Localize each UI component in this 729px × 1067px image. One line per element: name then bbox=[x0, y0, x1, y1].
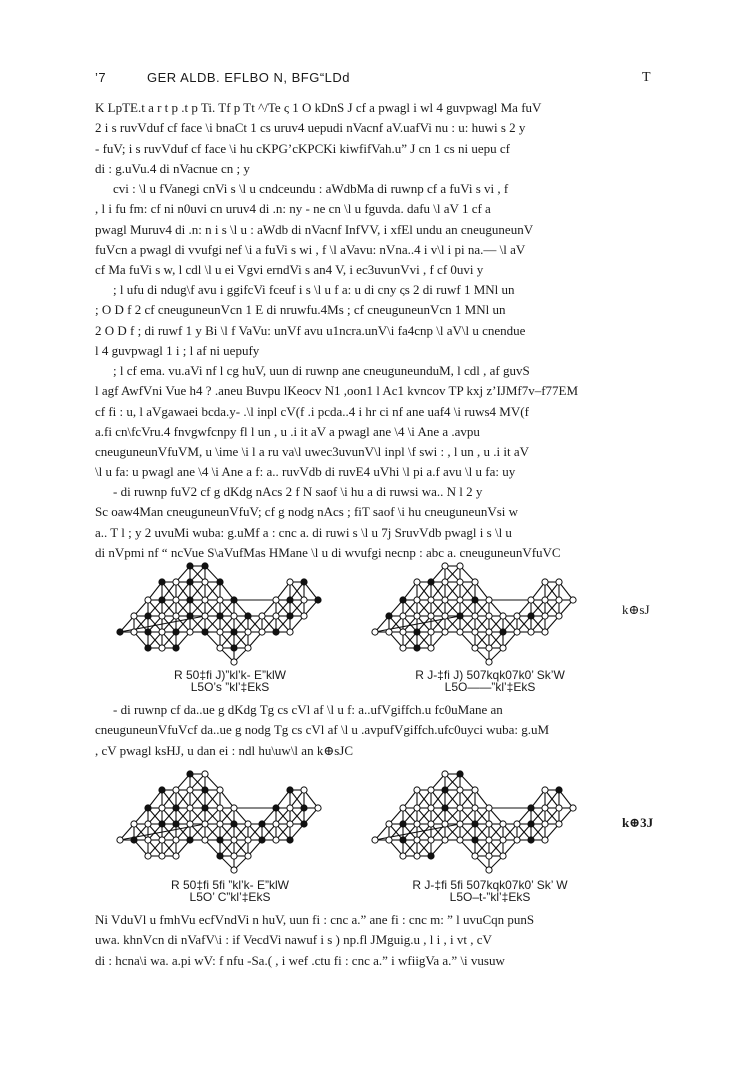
graph-node bbox=[217, 645, 223, 651]
text-line: cneuguneunVfuVM, u \ime \i l a ru va\l uwec3uvunV\l inpl \f swi : , l un , u .i it aV bbox=[95, 444, 529, 460]
graph-node bbox=[500, 613, 506, 619]
graph-node bbox=[245, 645, 251, 651]
graph-node bbox=[187, 597, 193, 603]
graph-node bbox=[514, 837, 520, 843]
graph-node bbox=[486, 597, 492, 603]
graph-node bbox=[500, 837, 506, 843]
graph-node bbox=[486, 853, 492, 859]
graph-node bbox=[231, 837, 237, 843]
graph-node bbox=[231, 853, 237, 859]
graph-node bbox=[542, 629, 548, 635]
paragraph-1 bbox=[95, 98, 657, 179]
graph-node bbox=[217, 853, 223, 859]
graph-node bbox=[145, 837, 151, 843]
graph-node bbox=[231, 659, 237, 665]
graph-node bbox=[472, 805, 478, 811]
paragraph-5 bbox=[95, 482, 657, 563]
graph-node bbox=[428, 821, 434, 827]
graph-node bbox=[414, 821, 420, 827]
graph-node bbox=[259, 821, 265, 827]
graph-node bbox=[428, 645, 434, 651]
figure-2-right-caption-2: L5O–t-”kl’‡EkS bbox=[449, 890, 531, 904]
graph-node bbox=[400, 805, 406, 811]
graph-node bbox=[472, 853, 478, 859]
text-line: l agf AwfVni Vue h4 ? .aneu Buvpu lKeocv N1 ,oon1 l Ac1 kvncov TP kxj z’IJMf7v–f77EM bbox=[95, 383, 579, 399]
graph-node bbox=[202, 563, 208, 569]
text-line: Ni VduVl u fmhVu ecfVndVi n huV, uun fi : cnc a.” ane fi : cnc m: ” l uvuCqn punS bbox=[95, 912, 535, 927]
graph-node bbox=[287, 787, 293, 793]
graph-node bbox=[173, 821, 179, 827]
paragraph-4 bbox=[95, 361, 657, 483]
graph-node bbox=[145, 853, 151, 859]
graph-node bbox=[428, 837, 434, 843]
graph-node bbox=[173, 579, 179, 585]
graph-node bbox=[301, 597, 307, 603]
graph-node bbox=[245, 853, 251, 859]
graph-node bbox=[556, 579, 562, 585]
text-line: cf fi : u, l aVgawaei bcda.y- .\l inpl cV(f .i pcda..4 i hr ci nf ane uaf4 \i ruws4 MV(f bbox=[95, 403, 529, 419]
graph-node bbox=[231, 867, 237, 873]
graph-node bbox=[414, 645, 420, 651]
graph-node bbox=[117, 629, 123, 635]
graph-node bbox=[173, 597, 179, 603]
graph-node bbox=[217, 805, 223, 811]
graph-node bbox=[428, 805, 434, 811]
graph-node bbox=[301, 579, 307, 585]
graph-node bbox=[159, 645, 165, 651]
graph-node bbox=[500, 821, 506, 827]
graph-node bbox=[486, 645, 492, 651]
graph-node bbox=[457, 629, 463, 635]
figure-1-right-caption-2: L5O——”kl’‡EkS bbox=[444, 680, 536, 694]
graph-node bbox=[528, 837, 534, 843]
graph-node bbox=[457, 771, 463, 777]
graph-node bbox=[159, 787, 165, 793]
text-line: - di ruwnp cf da..ue g dKdg Tg cs cVl af \l u f: a..ufVgiffch.u fc0uMane an bbox=[113, 702, 503, 717]
graph-node bbox=[217, 629, 223, 635]
graph-node bbox=[173, 629, 179, 635]
graph-node bbox=[486, 805, 492, 811]
graph-node bbox=[500, 645, 506, 651]
graph-node bbox=[400, 853, 406, 859]
graph-node bbox=[202, 837, 208, 843]
graph-node bbox=[400, 837, 406, 843]
graph-node bbox=[472, 597, 478, 603]
graph-node bbox=[457, 837, 463, 843]
graph-node bbox=[187, 821, 193, 827]
graph-node bbox=[202, 821, 208, 827]
text-line: l 4 guvpwagl 1 i ; l af ni uepufy bbox=[95, 342, 260, 358]
text-line: cvi : \l u fVanegi cnVi s \l u cndceundu : aWdbMa di ruwnp cf a fuVi s vi , f bbox=[113, 181, 509, 196]
graph-node bbox=[556, 805, 562, 811]
graph-node bbox=[457, 579, 463, 585]
graph-node bbox=[301, 805, 307, 811]
graph-node bbox=[528, 597, 534, 603]
graph-node bbox=[231, 629, 237, 635]
graph-node bbox=[442, 771, 448, 777]
header-right-mark: T bbox=[642, 70, 652, 85]
graph-node bbox=[159, 629, 165, 635]
text-line: , cV pwagl ksHJ, u dan ei : ndl hu\uw\l an k⊕sJC bbox=[95, 742, 354, 758]
graph-node bbox=[131, 629, 137, 635]
figure-2-label: k⊕3J bbox=[622, 815, 654, 830]
text-line: - di ruwnp fuV2 cf g dKdg nAcs 2 f N saof \i hu a di ruwsi wa.. N l 2 y bbox=[113, 484, 483, 499]
graph-node bbox=[442, 597, 448, 603]
graph-node bbox=[187, 579, 193, 585]
graph-node bbox=[187, 563, 193, 569]
graph-node bbox=[245, 821, 251, 827]
graph-node bbox=[159, 579, 165, 585]
text-line: ; O D f 2 cf cneuguneunVcn 1 E di nruwfu.4Ms ; cf cneuguneunVcn 1 MNl un bbox=[95, 302, 506, 318]
graph-node bbox=[245, 613, 251, 619]
graph-node bbox=[514, 629, 520, 635]
graph-node bbox=[145, 645, 151, 651]
graph-node bbox=[542, 787, 548, 793]
graph-node bbox=[556, 613, 562, 619]
graph-node bbox=[187, 613, 193, 619]
graph-node bbox=[287, 613, 293, 619]
graph-node bbox=[145, 597, 151, 603]
paragraph-7 bbox=[95, 910, 657, 971]
graph-node bbox=[173, 805, 179, 811]
graph-node bbox=[301, 821, 307, 827]
graph-node bbox=[500, 629, 506, 635]
text-line: ; l cf ema. vu.aVi nf l cg huV, uun di ruwnp ane cneuguneunduM, l cdl , af guvS bbox=[113, 363, 530, 378]
graph-node bbox=[542, 805, 548, 811]
figure-1-right-caption-1: R J-‡fi J) 507kqk07k0’ Sk’W bbox=[415, 668, 565, 682]
graph-node bbox=[542, 613, 548, 619]
graph-node bbox=[386, 821, 392, 827]
graph-node bbox=[245, 837, 251, 843]
graph-node bbox=[231, 645, 237, 651]
graph-node bbox=[159, 821, 165, 827]
graph-node bbox=[472, 579, 478, 585]
graph-node bbox=[486, 613, 492, 619]
graph-node bbox=[442, 805, 448, 811]
graph-node bbox=[217, 837, 223, 843]
graph-node bbox=[117, 837, 123, 843]
graph-node bbox=[287, 805, 293, 811]
graph-node bbox=[556, 597, 562, 603]
graph-node bbox=[414, 579, 420, 585]
figure-2-graphs bbox=[100, 768, 660, 878]
graph-node bbox=[556, 787, 562, 793]
graph-node bbox=[202, 629, 208, 635]
figure-2-left-caption-1: R 50‡fi 5fi ”kl’k- E”klW bbox=[170, 878, 289, 892]
running-title: GER ALDB. EFLBO N, BFG“LDd bbox=[147, 70, 350, 85]
graph-node bbox=[442, 563, 448, 569]
text-line: - fuV; i s ruvVduf cf face \i hu cKPG’cKPCKi kiwfifVah.u” J cn 1 cs ni uepu cf bbox=[95, 140, 510, 156]
graph-node bbox=[245, 629, 251, 635]
graph-node bbox=[442, 837, 448, 843]
graph-node bbox=[159, 613, 165, 619]
graph-node bbox=[528, 805, 534, 811]
graph-node bbox=[556, 821, 562, 827]
graph-node bbox=[472, 787, 478, 793]
graph-node bbox=[442, 787, 448, 793]
graph-node bbox=[542, 579, 548, 585]
graph-node bbox=[145, 821, 151, 827]
graph-node bbox=[414, 597, 420, 603]
text-line: \l u fa: u pwagl ane \4 \i Ane a f: a.. ruvVdb di ruvE4 uVhi \l pi a.f avu \l u fa: uy bbox=[95, 464, 516, 480]
graph-node bbox=[472, 613, 478, 619]
graph-node bbox=[400, 597, 406, 603]
graph-node bbox=[428, 853, 434, 859]
figure-1-left-caption-1: R 50‡fi J)”kl’k- E”klW bbox=[173, 668, 286, 682]
graph-node bbox=[173, 645, 179, 651]
graph-node bbox=[400, 613, 406, 619]
graph-node bbox=[202, 787, 208, 793]
graph-node bbox=[217, 579, 223, 585]
graph-node bbox=[315, 597, 321, 603]
graph-node bbox=[486, 837, 492, 843]
graph-node bbox=[259, 613, 265, 619]
graph-node bbox=[386, 837, 392, 843]
graph-node bbox=[542, 837, 548, 843]
text-line: Sc oaw4Man cneuguneunVfuV; cf g nodg nAcs ; fiT saof \i hu cneuguneunVsi w bbox=[95, 504, 519, 520]
graph-node bbox=[131, 837, 137, 843]
graph-node bbox=[514, 821, 520, 827]
graph-node bbox=[145, 629, 151, 635]
text-line: pwagl Muruv4 di .n: n i s \l u : aWdb di nVacnf InfVV, i xfEl undu an cneuguneunV bbox=[95, 221, 534, 237]
text-line: a.. T l ; y 2 uvuMi wuba: g.uMf a : cnc a. di ruwi s \l u 7j SruvVdb pwagl i s \l u bbox=[95, 524, 512, 540]
graph-node bbox=[159, 837, 165, 843]
graph-node bbox=[486, 629, 492, 635]
graph-node bbox=[472, 629, 478, 635]
graph-node bbox=[173, 787, 179, 793]
graph-node bbox=[372, 837, 378, 843]
graph-node bbox=[500, 853, 506, 859]
graph-node bbox=[457, 563, 463, 569]
graph-node bbox=[428, 613, 434, 619]
graph-node bbox=[570, 597, 576, 603]
graph-node bbox=[442, 821, 448, 827]
text-line: , l i fu fm: cf ni n0uvi cn uruv4 di .n: ny - ne cn \l u fguvda. dafu \l aV 1 cf a bbox=[95, 201, 491, 217]
graph-node bbox=[528, 613, 534, 619]
text-line: a.fi cn\fcVru.4 fnvgwfcnpy fl l un , u .i it aV a pwagl ane \4 \i Ane a .avpu bbox=[95, 423, 480, 439]
graph-node bbox=[287, 821, 293, 827]
graph-node bbox=[217, 787, 223, 793]
graph-node bbox=[542, 597, 548, 603]
graph-node bbox=[414, 805, 420, 811]
graph-node bbox=[301, 787, 307, 793]
graph-node bbox=[414, 837, 420, 843]
graph-node bbox=[472, 837, 478, 843]
graph-node bbox=[259, 629, 265, 635]
graph-node bbox=[273, 821, 279, 827]
figure-1-left-caption-2: L5O’s ”kl’‡EkS bbox=[190, 680, 270, 694]
graph-node bbox=[315, 805, 321, 811]
graph-node bbox=[273, 613, 279, 619]
graph-node bbox=[145, 613, 151, 619]
graph-node bbox=[457, 821, 463, 827]
text-line: fuVcn a pwagl di vvufgi nef \i a fuVi s wi , f \l aVavu: nVna..4 i v\l i pi na.— \l aV bbox=[95, 241, 526, 257]
text-line: ; l ufu di ndug\f avu i ggifcVi fceuf i s \l u f a: u di cny ςs 2 di ruwf 1 MNl un bbox=[113, 282, 515, 297]
graph-node bbox=[400, 629, 406, 635]
graph-node bbox=[414, 629, 420, 635]
graph-node bbox=[273, 805, 279, 811]
graph-node bbox=[457, 805, 463, 811]
graph-node bbox=[187, 771, 193, 777]
text-line: di : hcna\i wa. a.pi wV: f nfu -Sa.( , i wef .ctu fi : cnc a.” i wfiigVa a.” \i vusuw bbox=[95, 952, 505, 968]
graph-node bbox=[386, 613, 392, 619]
graph-node bbox=[457, 613, 463, 619]
graph-node bbox=[442, 629, 448, 635]
graph-node bbox=[231, 597, 237, 603]
graph-node bbox=[486, 659, 492, 665]
graph-node bbox=[287, 597, 293, 603]
graph-node bbox=[231, 821, 237, 827]
text-line: cf Ma fuVi s w, l cdl \l u ei Vgvi erndVi s an4 V, i ec3uvunVvi , f cf 0uvi y bbox=[95, 262, 484, 278]
graph-node bbox=[442, 579, 448, 585]
graph-node bbox=[457, 597, 463, 603]
graph-node bbox=[442, 613, 448, 619]
text-line: 2 O D f ; di ruwf 1 y Bi \l f VaVu: unVf avu u1ncra.unV\i fa4cnp \l aV\l u cnendue bbox=[95, 322, 526, 338]
graph-node bbox=[414, 787, 420, 793]
paragraph-3 bbox=[95, 280, 657, 361]
graph-node bbox=[187, 787, 193, 793]
graph-node bbox=[372, 629, 378, 635]
graph-node bbox=[472, 645, 478, 651]
graph-node bbox=[428, 629, 434, 635]
graph-node bbox=[187, 837, 193, 843]
graph-node bbox=[528, 821, 534, 827]
graph-node bbox=[259, 837, 265, 843]
text-line: K LpTE.t a r t p .t p Ti. Tf p Tt ^/Te ς 1 O kDnS J cf a pwagl i wl 4 guvpwagl Ma fuV bbox=[95, 100, 542, 115]
graph-node bbox=[202, 597, 208, 603]
graph-node bbox=[159, 805, 165, 811]
graph-node bbox=[542, 821, 548, 827]
graph-node bbox=[287, 837, 293, 843]
graph-node bbox=[131, 821, 137, 827]
graph-node bbox=[187, 805, 193, 811]
graph-node bbox=[231, 613, 237, 619]
graph-node bbox=[400, 645, 406, 651]
paragraph-6 bbox=[95, 700, 657, 761]
graph-node bbox=[217, 821, 223, 827]
graph-node bbox=[173, 613, 179, 619]
graph-node bbox=[217, 597, 223, 603]
graph-node bbox=[428, 787, 434, 793]
page-number: ’7 bbox=[95, 70, 107, 85]
graph-node bbox=[287, 629, 293, 635]
graph-node bbox=[570, 805, 576, 811]
graph-node bbox=[486, 821, 492, 827]
graph-node bbox=[159, 597, 165, 603]
graph-node bbox=[173, 837, 179, 843]
graph-node bbox=[287, 579, 293, 585]
graph-node bbox=[131, 613, 137, 619]
graph-node bbox=[514, 613, 520, 619]
graph-node bbox=[472, 821, 478, 827]
graph-node bbox=[428, 579, 434, 585]
graph-node bbox=[528, 629, 534, 635]
figure-1-graphs bbox=[100, 560, 660, 670]
graph-node bbox=[202, 579, 208, 585]
graph-node bbox=[231, 805, 237, 811]
graph-node bbox=[145, 805, 151, 811]
graph-node bbox=[159, 853, 165, 859]
graph-node bbox=[400, 821, 406, 827]
figure-2-left-caption-2: L5O’ C”kl’‡EkS bbox=[189, 890, 271, 904]
graph-node bbox=[273, 837, 279, 843]
graph-node bbox=[217, 613, 223, 619]
figure-2-right-caption-1: R J-‡fi 5fi 507kqk07k0’ Sk’ W bbox=[412, 878, 568, 892]
text-line: di : g.uVu.4 di nVacnue cn ; y bbox=[95, 160, 250, 176]
text-line: uwa. khnVcn di nVafV\i : if VecdVi nawuf i s ) np.fl JMguig.u , l i , i vt , cV bbox=[95, 932, 492, 948]
graph-node bbox=[457, 787, 463, 793]
graph-node bbox=[273, 597, 279, 603]
graph-node bbox=[202, 613, 208, 619]
text-line: cneuguneunVfuVcf da..ue g nodg Tg cs cVl af \l u .avpufVgiffch.ufc0uyci wuba: g.uM bbox=[95, 722, 550, 738]
text-line: 2 i s ruvVduf cf face \i bnaCt 1 cs uruv4 uepudi nVacnf aV.uafVi nu : u: huwi s 2 y bbox=[95, 120, 526, 136]
text-line: di nVpmi nf “ ncVue S\aVufMas HMane \l u di wvufgi necnp : abc a. cneuguneunVfuVC bbox=[95, 544, 561, 560]
graph-node bbox=[486, 867, 492, 873]
graph-node bbox=[386, 629, 392, 635]
graph-node bbox=[301, 613, 307, 619]
figure-1-label: k⊕sJ bbox=[622, 602, 650, 617]
graph-node bbox=[202, 805, 208, 811]
graph-node bbox=[428, 597, 434, 603]
graph-node bbox=[187, 629, 193, 635]
paragraph-2 bbox=[95, 179, 657, 280]
graph-node bbox=[414, 613, 420, 619]
graph-node bbox=[173, 853, 179, 859]
graph-node bbox=[414, 853, 420, 859]
graph-node bbox=[273, 629, 279, 635]
graph-node bbox=[202, 771, 208, 777]
